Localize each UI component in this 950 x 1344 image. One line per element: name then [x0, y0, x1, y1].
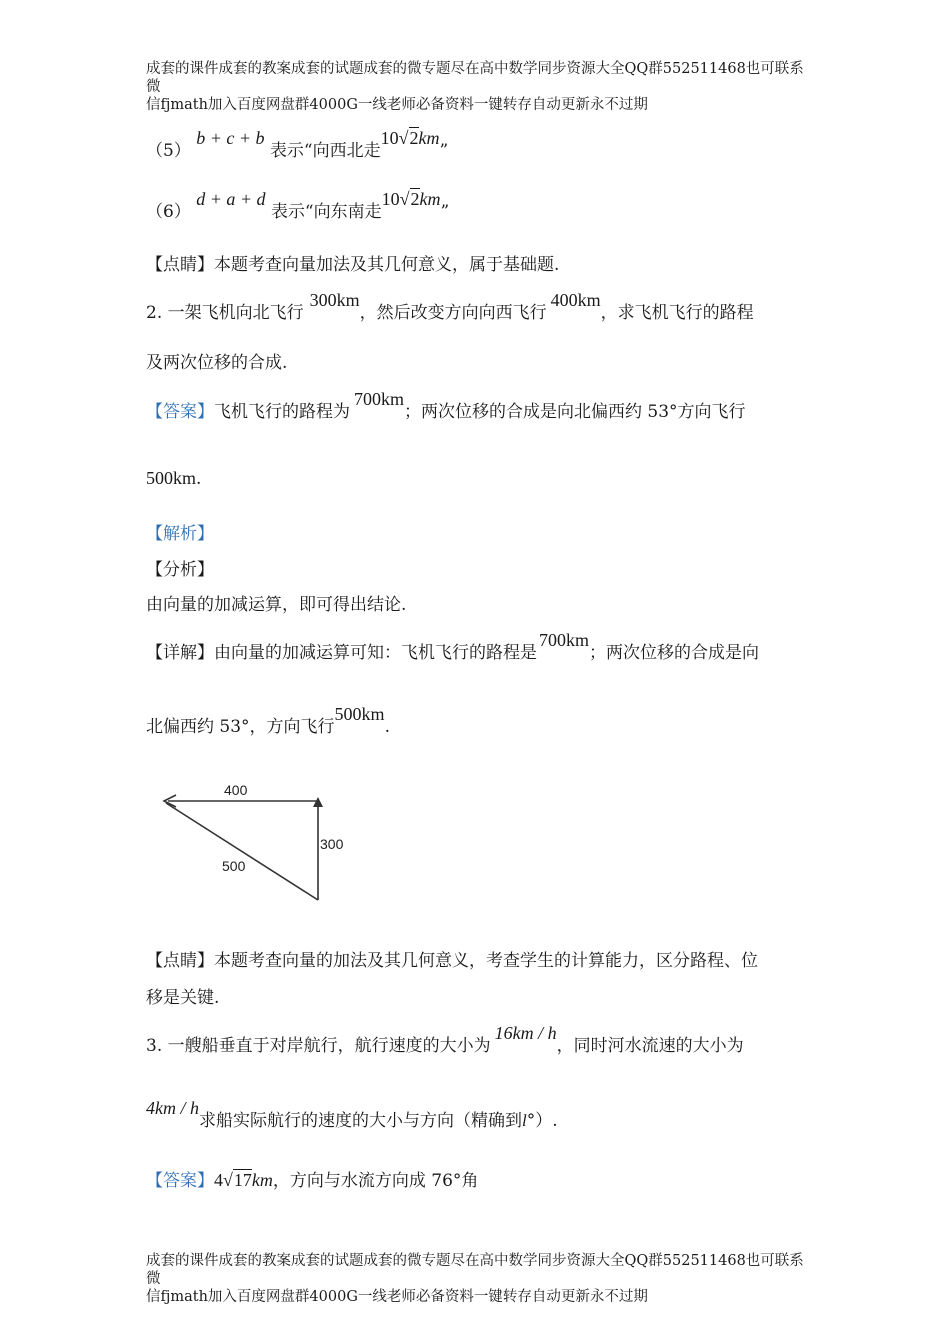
comment-2-line-1: 【点睛】本题考查向量的加法及其几何意义，考查学生的计算能力，区分路程、位 [146, 951, 758, 971]
answer-3-tag: 【答案】 [146, 1171, 214, 1191]
analysis-heading: 【解析】 [146, 524, 214, 544]
item-6-distance: 10√2km [381, 189, 441, 209]
item-6-expression: d + a + d [196, 189, 266, 209]
q3-boat-speed: 16km / h [494, 1023, 557, 1043]
detail-tag: 【详解】 [146, 643, 214, 663]
displacement-diagram [150, 775, 360, 910]
detail-line-2: 北偏西约 53°，方向飞行500km. [146, 704, 390, 737]
page-header [146, 60, 816, 114]
item-6-number: （6） [146, 202, 191, 222]
label-500: 500 [222, 858, 246, 874]
comment-2-line-2: 移是关键. [146, 988, 220, 1008]
comment-2-tag: 【点睛】 [146, 951, 214, 971]
fenxi-heading: 【分析】 [146, 560, 214, 580]
footer-line-2: 信fjmath加入百度网盘群4000G一线老师必备资料一键转存自动更新永不过期 [146, 1289, 648, 1305]
ans2-resultant: 500km [146, 468, 197, 488]
question-3-line-1: 3. 一艘船垂直于对岸航行，航行速度的大小为16km / h，同时河水流速的大小为 [146, 1023, 744, 1056]
ans2-path-length: 700km [354, 389, 405, 409]
resultant-leg [166, 803, 318, 900]
item-5-expression: b + c + b [196, 128, 265, 148]
north-arrowhead [313, 797, 323, 807]
item-5-text: 表示“向西北走 [269, 141, 381, 161]
answer-3: 【答案】4√17km，方向与水流方向成 76°角 [146, 1170, 479, 1191]
q2-west-distance: 400km [550, 290, 601, 310]
comment-1-text: 本题考查向量加法及其几何意义，属于基础题. [214, 255, 560, 275]
q3-current-speed: 4km / h [146, 1098, 199, 1118]
q2-north-distance: 300km [309, 290, 360, 310]
answer-tag: 【答案】 [146, 402, 214, 422]
item-6-text: 表示“向东南走 [270, 202, 382, 222]
header-line-1: 成套的课件成套的教案成套的试题成套的微专题尽在高中数学同步资源大全QQ群552511468也可联系微 [146, 61, 804, 95]
footer-line-1: 成套的课件成套的教案成套的试题成套的微专题尽在高中数学同步资源大全QQ群552511468也可联系微 [146, 1253, 804, 1287]
question-2-line-2: 及两次位移的合成. [146, 353, 288, 373]
question-3-line-2: 4km / h求船实际航行的速度的大小与方向（精确到l°）. [146, 1098, 558, 1131]
answer-2-line-1: 【答案】飞机飞行的路程为700km；两次位移的合成是向北偏西约 53°方向飞行 [146, 389, 746, 422]
question-2-line-1: 2. 一架飞机向北飞行300km，然后改变方向向西飞行400km，求飞机飞行的路程 [146, 290, 754, 323]
comment-1-tag: 【点睛】 [146, 255, 214, 275]
detail-line-1: 【详解】由向量的加减运算可知：飞机飞行的路程是700km；两次位移的合成是向 [146, 630, 760, 663]
item-6: （6） d + a + d 表示“向东南走10√2km” [146, 189, 450, 222]
ans3-speed: 4√17km [214, 1170, 273, 1190]
item-5-distance: 10√2km [380, 128, 440, 148]
label-400: 400 [224, 782, 248, 798]
fenxi-text: 由向量的加减运算，即可得出结论. [146, 595, 407, 615]
item-5-number: （5） [146, 141, 191, 161]
label-300: 300 [320, 836, 344, 852]
item-5: （5） b + c + b 表示“向西北走10√2km” [146, 128, 449, 161]
header-line-2: 信fjmath加入百度网盘群4000G一线老师必备资料一键转存自动更新永不过期 [146, 97, 648, 113]
page-footer [146, 1252, 816, 1306]
answer-2-line-2: 500km. [146, 468, 202, 489]
comment-1 [146, 250, 559, 275]
